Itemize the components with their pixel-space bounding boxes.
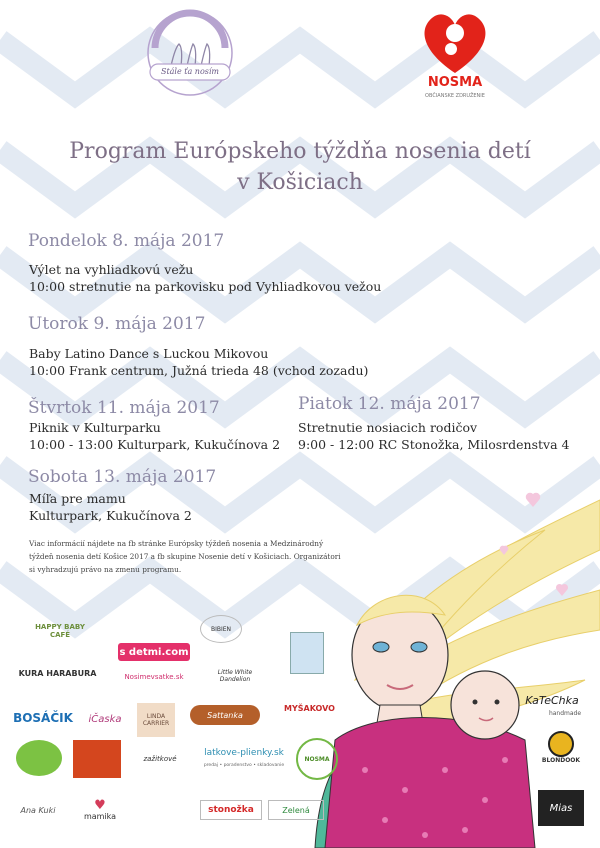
centrum-logo [137, 797, 187, 823]
mias-logo: Mias [538, 790, 584, 826]
sdetmi-logo: s detmi.com [118, 643, 190, 661]
nosma-sub: OBČIANSKE ZDRUŽENIE [425, 93, 485, 99]
blondook-icon [548, 731, 574, 757]
mamika-logo [75, 795, 125, 825]
mother-baby-illustration [295, 440, 600, 848]
zazitkove-logo: zažitkové [143, 755, 177, 763]
latkove-plienky-logo: latkove-plienky.sk [204, 748, 284, 758]
day-line: 10:00 Frank centrum, Južná trieda 48 (vchod zozadu) [29, 363, 369, 378]
bosacik-logo: BOSÁČIK [13, 711, 73, 725]
day-line: Výlet na vyhliadkovú vežu [29, 262, 194, 277]
latkove-plienky-sub: predaj • poradenstvo • skladovanie [203, 762, 285, 768]
green-house-logo [16, 740, 62, 776]
linda-carrier-logo: LINDA CARRIER [137, 703, 175, 737]
bibien-logo: BIBIEN [200, 615, 242, 643]
day-line: 10:00 stretnutie na parkovisku pod Vyhliadkovou vežou [29, 279, 382, 294]
day-line: Baby Latino Dance s Luckou Mikovou [29, 346, 269, 361]
nosma-badge-logo: NOSMA [296, 738, 338, 780]
heart-icon: ♥ [94, 798, 106, 813]
day-heading-friday: Piatok 12. mája 2017 [298, 394, 481, 414]
day-line: Piknik v Kulturparku [29, 420, 161, 435]
info-line: si vyhradzujú právo na zmenu programu. [29, 565, 182, 574]
katechka-logo: KaTeChka [525, 693, 579, 707]
page-title-line1: Program Európskeho týždňa nosenia detí [69, 139, 531, 164]
day-line: 9:00 - 12:00 RC Stonožka, Milosrdenstva 4 [298, 437, 570, 452]
stonozka-logo: stonožka [200, 800, 262, 820]
blondook-logo [540, 728, 582, 766]
book-logo [290, 632, 324, 674]
mamika-text: mamika [83, 812, 117, 821]
day-line: Kulturpark, Kukučínova 2 [29, 508, 192, 523]
sattanka-logo: Sattanka [190, 705, 260, 725]
info-line: týždeň nosenia detí Košice 2017 a fb skupine Nosenie detí v Košiciach. Organizátori [29, 552, 341, 561]
nosma-logo [415, 5, 495, 105]
day-line: Míľa pre mamu [29, 491, 126, 506]
page-title-line2: v Košiciach [237, 170, 363, 195]
day-heading-thursday: Štvrtok 11. mája 2017 [28, 398, 220, 418]
blondook-text: BLONDOOK [541, 756, 581, 764]
ebw-arc-text: EUROPEAN BABYWEARING WEEK 2017 [164, 26, 216, 41]
zelena-logo: Zelená [268, 800, 324, 820]
dance-logo [73, 740, 121, 778]
ebw-tagline: Stále ťa nosím [160, 67, 220, 76]
day-heading-tuesday: Utorok 9. mája 2017 [28, 314, 206, 334]
icaska-logo: iČaska [88, 713, 122, 725]
info-text [29, 537, 359, 576]
nosimevsatke-logo: Nosimevsatke.sk [124, 673, 184, 681]
info-line: Viac informácií nájdete na fb stránke Európsky týždeň nosenia a Medzinárodný [29, 539, 324, 548]
katechka-sub: handmade [548, 709, 582, 717]
day-heading-monday: Pondelok 8. mája 2017 [28, 231, 225, 251]
ebw-logo [135, 8, 245, 103]
mysakovo-logo: MYŠAKOVO [284, 703, 335, 713]
day-heading-saturday: Sobota 13. mája 2017 [28, 467, 217, 487]
nosma-name: NOSMA [427, 75, 483, 90]
day-line: Stretnutie nosiacich rodičov [298, 420, 478, 435]
happy-baby-cafe-logo: HAPPY BABY CAFÉ [35, 623, 85, 639]
kura-harabura-logo: KURA HARABURA [18, 668, 97, 678]
day-line: 10:00 - 13:00 Kulturpark, Kukučínova 2 [29, 437, 281, 452]
little-dandelion-logo: Little White Dandelion [217, 669, 253, 683]
ana-kuki-logo: Ana Kuki [20, 805, 56, 815]
